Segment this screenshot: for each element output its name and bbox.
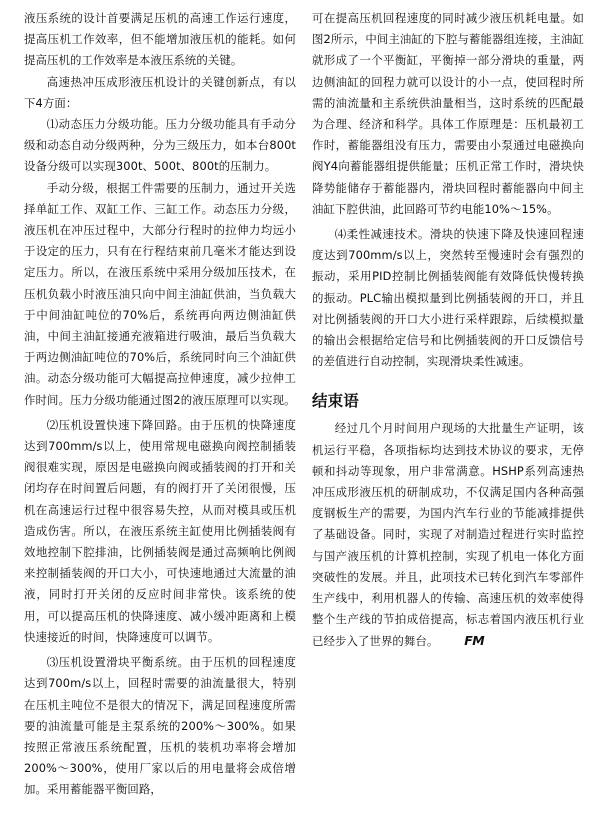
paragraph: 手动分级，根据工件需要的压制力，通过开关选择单缸工作、双缸工作、三缸工作。动态压力分级，液压机在冲压过程中，大部分行程时的拉伸力均远小于设定的压力，只有在行程结束前几毫米才能达到设定压力。所以，在液压系统中采用分级加压技术，在压机负载小时液压油只向中间主油缸供油，当负载大于中间油缸吨位的70%后，系统再向两边侧油缸供油，中间主油缸接通充液箱进行吸油，最后当负载大于两边侧油缸吨位的70%后，系统同时向三个油缸供油。动态分级功能可大幅提高拉伸速度，减少拉伸工作时间。压力分级功能通过图2的液压原理可以实现。 xyxy=(24,180,296,407)
conclusion-paragraph xyxy=(312,418,584,652)
conclusion-text: 经过几个月时间用户现场的大批量生产证明，该机运行平稳，各项指标均达到技术协议的要求，无停顿和抖动等现象，用户非常满意。HSHP系列高速热冲压成形液压机的研制成功，不仅满足国内各种高强度钢板生产的需要，为国内汽车行业的节能减排提供了基础设备。同时，实现了对制造过程进行实时监控与国产液压机的计算机控制，实现了机电一体化方面突破性的发展。并且，此项技术已转化到汽车零部件生产线中，利用机器人的传输、高速压机的效率使得整个生产线的节拍成倍提高，标志着国内液压机行业已经步入了世界的舞台。 xyxy=(312,421,584,649)
paragraph: 高速热冲压成形液压机设计的关键创新点，有以下4方面： xyxy=(24,74,296,110)
paragraph: ⑶压机设置滑块平衡系统。由于压机的回程速度达到700m/s以上，回程时需要的油流量很大，特别在压机主吨位不是很大的情况下，满足回程速度所需要的油流量可能是主泵系统的200%～300%。如果按照正常液压系统配置，压机的装机功率将会增加200%～300%，使用厂家以后的用电量将会成倍增加。采用蓄能器平衡回路， xyxy=(24,655,296,797)
left-column xyxy=(24,8,296,801)
paragraph: ⑷柔性减速技术。滑块的快速下降及快速回程速度达到700mm/s以上，突然转至慢速时会有强烈的振动，采用PID控制比例插装阀能有效降低快慢转换的振动。PLC输出模拟量到比例插装阀的开口，并且对比例插装阀的开口大小进行采样跟踪，后续模拟量的输出会根据给定信号和比例插装阀的开口反馈信号的差值进行自动控制，实现滑块柔性减速。 xyxy=(312,227,584,369)
section-heading: 结束语 xyxy=(312,392,359,411)
paragraph: ⑵压机设置快速下降回路。由于压机的快降速度达到700mm/s以上，使用常规电磁换向阀控制插装阀很难实现，原因是电磁换向阀或插装阀的打开和关闭均存在时间置后问题，有的阀打开了关闭很慢，压机在高速运行过程中很容易失控，从而对模具或压机造成伤害。所以，在液压系统主缸使用比例插装阀有效地控制下腔排油，比例插装阀是通过高频响比例阀来控制插装阀的开口大小，可快速地通过大流量的油液，同时打开关闭的反应时间非常快。该系统的使用，可以提高压机的快降速度、减小缓冲距离和上模快速接近的时间，快降速度可以调节。 xyxy=(24,417,296,644)
paragraph: 可在提高压机回程速度的同时减少液压机耗电量。如图2所示，中间主油缸的下腔与蓄能器组连接，主油缸就形成了一个平衡缸，平衡掉一部分滑块的重量，两边侧油缸的回程力就可以设计的小一点，使回程时所需的油流量和主系统供油量相当，这时系统的匹配最为合理、经济和科学。具体工作原理是：压机最初工作时，蓄能器组没有压力，需要由小泵通过电磁换向阀Y4向蓄能器组提供能量；压机正常工作时，滑块快降势能储存于蓄能器内，滑块回程时蓄能器向中间主油缸下腔供油，此回路可节约电能10%～15%。 xyxy=(312,11,584,216)
paragraph: 液压系统的设计首要满足压机的高速工作运行速度，提高压机工作效率，但不能增加液压机的能耗。如何提高压机的工作效率是本液压系统的关键。 xyxy=(24,11,296,68)
paragraph: ⑴动态压力分级功能。压力分级功能具有手动分级和动态自动分级两种，分为三级压力，如本台800t设备分级可以实现300t、500t、800t的压制力。 xyxy=(24,117,296,174)
right-column xyxy=(312,8,584,653)
fm-end-mark: FM xyxy=(464,633,485,649)
